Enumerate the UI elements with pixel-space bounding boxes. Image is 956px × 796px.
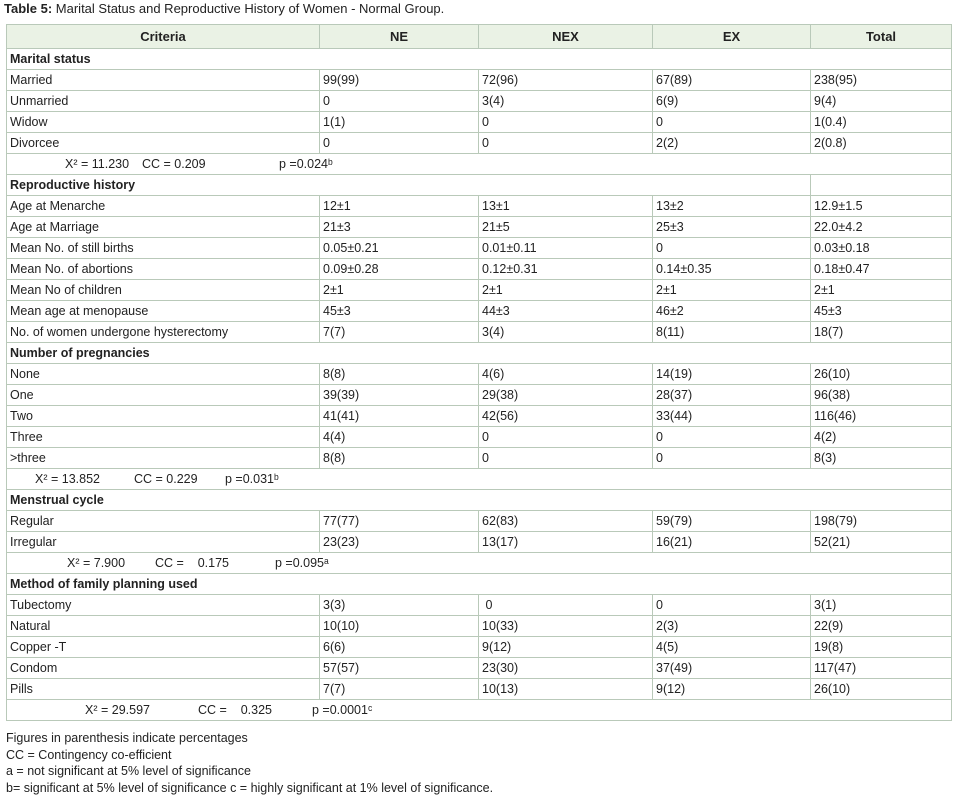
- value-cell: 29(38): [479, 385, 653, 406]
- table-row: [7, 322, 952, 343]
- p-value: p =0.024ᵇ: [279, 157, 333, 171]
- contingency-coefficient: CC = 0.229: [134, 472, 198, 486]
- statistics-row: [7, 469, 952, 490]
- header-row: [7, 25, 952, 49]
- value-cell: 8(11): [653, 322, 811, 343]
- value-cell: 3(4): [479, 91, 653, 112]
- value-cell: 0: [320, 133, 479, 154]
- row-label-cell: Three: [7, 427, 320, 448]
- value-cell: 12±1: [320, 196, 479, 217]
- contingency-coefficient: CC = 0.325: [198, 703, 272, 717]
- row-label-cell: >three: [7, 448, 320, 469]
- value-cell: 52(21): [811, 532, 952, 553]
- value-cell: 198(79): [811, 511, 952, 532]
- value-cell: 0: [320, 91, 479, 112]
- value-cell: 0: [479, 595, 653, 616]
- row-label-cell: Regular: [7, 511, 320, 532]
- row-label-cell: None: [7, 364, 320, 385]
- value-cell: 2±1: [320, 280, 479, 301]
- value-cell: 0.03±0.18: [811, 238, 952, 259]
- value-cell: 0.05±0.21: [320, 238, 479, 259]
- col-header-nex: NEX: [479, 25, 653, 49]
- value-cell: 45±3: [320, 301, 479, 322]
- col-header-criteria: Criteria: [7, 25, 320, 49]
- table-row: [7, 406, 952, 427]
- section-header-row: [7, 343, 952, 364]
- value-cell: 4(5): [653, 637, 811, 658]
- value-cell: 0.01±0.11: [479, 238, 653, 259]
- p-value: p =0.0001ᶜ: [312, 703, 373, 717]
- value-cell: 2±1: [479, 280, 653, 301]
- value-cell: 116(46): [811, 406, 952, 427]
- value-cell: 41(41): [320, 406, 479, 427]
- p-value: p =0.095ᵃ: [275, 556, 329, 570]
- table-row: [7, 658, 952, 679]
- section-title-empty-cell: [811, 175, 952, 196]
- value-cell: 3(1): [811, 595, 952, 616]
- value-cell: 23(30): [479, 658, 653, 679]
- value-cell: 8(3): [811, 448, 952, 469]
- table-row: [7, 595, 952, 616]
- value-cell: 72(96): [479, 70, 653, 91]
- section-title: Marital status: [7, 49, 952, 70]
- value-cell: 28(37): [653, 385, 811, 406]
- value-cell: 59(79): [653, 511, 811, 532]
- statistics-row: [7, 553, 952, 574]
- value-cell: 9(4): [811, 91, 952, 112]
- table-row: [7, 133, 952, 154]
- value-cell: 0: [653, 427, 811, 448]
- row-label-cell: Natural: [7, 616, 320, 637]
- row-label-cell: Irregular: [7, 532, 320, 553]
- value-cell: 22(9): [811, 616, 952, 637]
- statistics-cell: [7, 553, 952, 574]
- table-row: [7, 427, 952, 448]
- value-cell: 4(6): [479, 364, 653, 385]
- value-cell: 13±2: [653, 196, 811, 217]
- table-row: [7, 301, 952, 322]
- value-cell: 62(83): [479, 511, 653, 532]
- value-cell: 0: [653, 448, 811, 469]
- value-cell: 2±1: [653, 280, 811, 301]
- value-cell: 42(56): [479, 406, 653, 427]
- row-label-cell: Age at Marriage: [7, 217, 320, 238]
- section-header-row: [7, 175, 952, 196]
- value-cell: 117(47): [811, 658, 952, 679]
- value-cell: 4(2): [811, 427, 952, 448]
- table-row: [7, 196, 952, 217]
- value-cell: 46±2: [653, 301, 811, 322]
- statistics-row: [7, 154, 952, 175]
- row-label-cell: Widow: [7, 112, 320, 133]
- value-cell: 18(7): [811, 322, 952, 343]
- row-label-cell: Condom: [7, 658, 320, 679]
- chi-square-value: X² = 13.852: [35, 472, 100, 486]
- table-row: [7, 364, 952, 385]
- value-cell: 2(0.8): [811, 133, 952, 154]
- table-row: [7, 91, 952, 112]
- table-row: [7, 217, 952, 238]
- value-cell: 1(0.4): [811, 112, 952, 133]
- value-cell: 19(8): [811, 637, 952, 658]
- row-label-cell: Pills: [7, 679, 320, 700]
- chi-square-value: X² = 11.230: [65, 157, 130, 171]
- value-cell: 9(12): [479, 637, 653, 658]
- table-body: [7, 49, 952, 721]
- value-cell: 0.09±0.28: [320, 259, 479, 280]
- statistics-cell: [7, 700, 952, 721]
- value-cell: 0: [479, 448, 653, 469]
- row-label-cell: Unmarried: [7, 91, 320, 112]
- value-cell: 33(44): [653, 406, 811, 427]
- value-cell: 26(10): [811, 364, 952, 385]
- statistics-cell: [7, 469, 952, 490]
- value-cell: 37(49): [653, 658, 811, 679]
- caption-label: Table 5:: [4, 1, 53, 16]
- col-header-ne: NE: [320, 25, 479, 49]
- value-cell: 3(4): [479, 322, 653, 343]
- row-label-cell: Mean No. of still births: [7, 238, 320, 259]
- value-cell: 99(99): [320, 70, 479, 91]
- chi-square-value: X² = 29.597: [85, 703, 150, 717]
- table-row: [7, 385, 952, 406]
- row-label-cell: Two: [7, 406, 320, 427]
- data-table: [6, 24, 952, 721]
- value-cell: 0: [653, 595, 811, 616]
- section-title: Menstrual cycle: [7, 490, 952, 511]
- value-cell: 21±3: [320, 217, 479, 238]
- table-row: [7, 616, 952, 637]
- value-cell: 77(77): [320, 511, 479, 532]
- footnote: CC = Contingency co-efficient: [6, 747, 172, 762]
- value-cell: 1(1): [320, 112, 479, 133]
- table-row: [7, 280, 952, 301]
- row-label-cell: Mean age at menopause: [7, 301, 320, 322]
- value-cell: 67(89): [653, 70, 811, 91]
- row-label-cell: Mean No. of abortions: [7, 259, 320, 280]
- value-cell: 0.14±0.35: [653, 259, 811, 280]
- chi-square-value: X² = 7.900: [67, 556, 126, 570]
- row-label-cell: Tubectomy: [7, 595, 320, 616]
- value-cell: 16(21): [653, 532, 811, 553]
- value-cell: 8(8): [320, 448, 479, 469]
- value-cell: 6(6): [320, 637, 479, 658]
- value-cell: 0: [479, 133, 653, 154]
- value-cell: 2(3): [653, 616, 811, 637]
- value-cell: 9(12): [653, 679, 811, 700]
- section-title: Method of family planning used: [7, 574, 952, 595]
- value-cell: 22.0±4.2: [811, 217, 952, 238]
- value-cell: 21±5: [479, 217, 653, 238]
- value-cell: 45±3: [811, 301, 952, 322]
- value-cell: 13(17): [479, 532, 653, 553]
- value-cell: 44±3: [479, 301, 653, 322]
- table-caption: [4, 1, 444, 17]
- value-cell: 238(95): [811, 70, 952, 91]
- value-cell: 6(9): [653, 91, 811, 112]
- row-label-cell: Divorcee: [7, 133, 320, 154]
- value-cell: 13±1: [479, 196, 653, 217]
- value-cell: 39(39): [320, 385, 479, 406]
- row-label-cell: Age at Menarche: [7, 196, 320, 217]
- value-cell: 23(23): [320, 532, 479, 553]
- value-cell: 14(19): [653, 364, 811, 385]
- value-cell: 0: [653, 238, 811, 259]
- contingency-coefficient: CC = 0.209: [142, 157, 206, 171]
- table-row: [7, 532, 952, 553]
- col-header-total: Total: [811, 25, 952, 49]
- caption-text: Marital Status and Reproductive History of Women - Normal Group.: [55, 1, 445, 16]
- value-cell: 10(10): [320, 616, 479, 637]
- footnote: a = not significant at 5% level of significance: [6, 764, 251, 778]
- table-row: [7, 238, 952, 259]
- section-title: Reproductive history: [7, 175, 811, 196]
- section-header-row: [7, 49, 952, 70]
- value-cell: 7(7): [320, 679, 479, 700]
- value-cell: 25±3: [653, 217, 811, 238]
- table-row: [7, 112, 952, 133]
- value-cell: 96(38): [811, 385, 952, 406]
- p-value: p =0.031ᵇ: [225, 472, 279, 486]
- row-label-cell: No. of women undergone hysterectomy: [7, 322, 320, 343]
- table-row: [7, 70, 952, 91]
- value-cell: 2(2): [653, 133, 811, 154]
- value-cell: 0.18±0.47: [811, 259, 952, 280]
- row-label-cell: Copper -T: [7, 637, 320, 658]
- section-title: Number of pregnancies: [7, 343, 952, 364]
- table-row: [7, 511, 952, 532]
- value-cell: 12.9±1.5: [811, 196, 952, 217]
- value-cell: 0: [479, 427, 653, 448]
- table-row: [7, 448, 952, 469]
- footnote: b= significant at 5% level of significance c = highly significant at 1% level of significance.: [6, 780, 494, 795]
- contingency-coefficient: CC = 0.175: [155, 556, 229, 570]
- col-header-ex: EX: [653, 25, 811, 49]
- value-cell: 10(13): [479, 679, 653, 700]
- statistics-row: [7, 700, 952, 721]
- value-cell: 0: [479, 112, 653, 133]
- footnote: Figures in parenthesis indicate percentages: [6, 731, 248, 745]
- table-row: [7, 679, 952, 700]
- value-cell: 10(33): [479, 616, 653, 637]
- value-cell: 4(4): [320, 427, 479, 448]
- row-label-cell: Married: [7, 70, 320, 91]
- row-label-cell: Mean No of children: [7, 280, 320, 301]
- row-label-cell: One: [7, 385, 320, 406]
- statistics-cell: [7, 154, 952, 175]
- value-cell: 57(57): [320, 658, 479, 679]
- value-cell: 26(10): [811, 679, 952, 700]
- table-row: [7, 259, 952, 280]
- value-cell: 8(8): [320, 364, 479, 385]
- table-row: [7, 637, 952, 658]
- value-cell: 0: [653, 112, 811, 133]
- value-cell: 7(7): [320, 322, 479, 343]
- value-cell: 0.12±0.31: [479, 259, 653, 280]
- value-cell: 2±1: [811, 280, 952, 301]
- section-header-row: [7, 574, 952, 595]
- value-cell: 3(3): [320, 595, 479, 616]
- section-header-row: [7, 490, 952, 511]
- footnotes: [6, 730, 493, 796]
